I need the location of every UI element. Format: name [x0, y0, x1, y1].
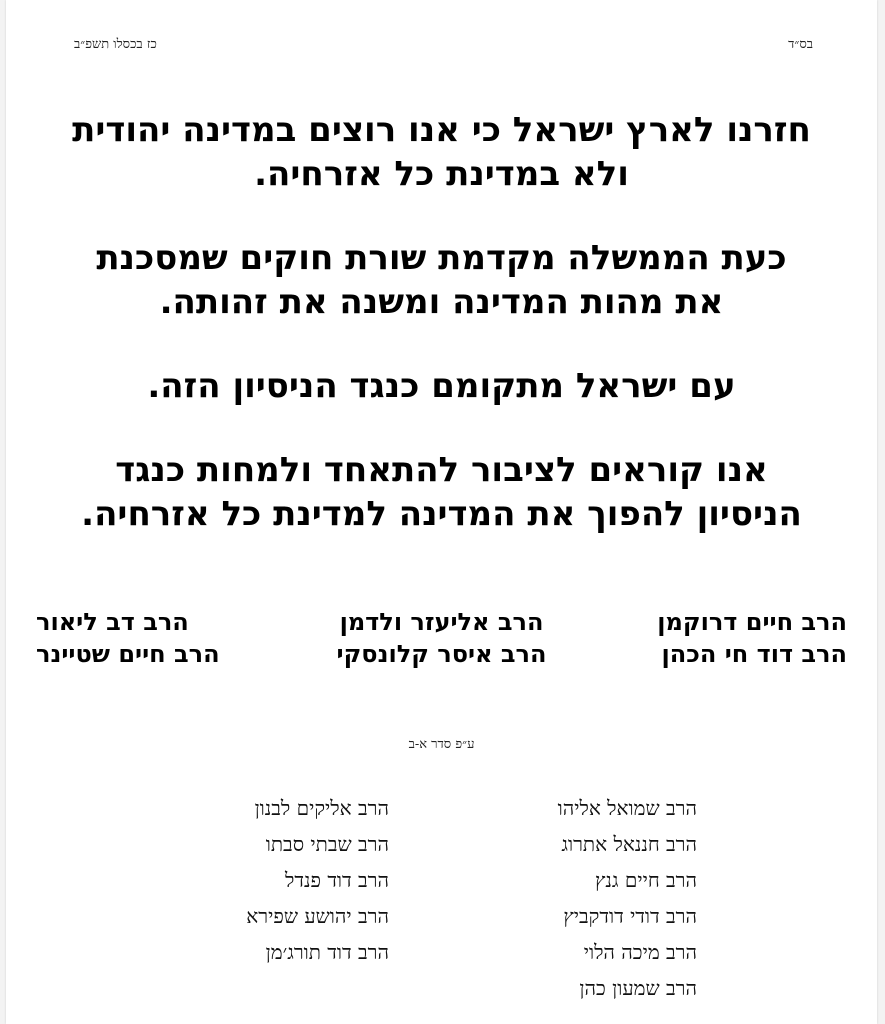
signatory-name: הרב חיים גנץ [594, 868, 697, 892]
paragraph-line: עם ישראל מתקומם כנגד הניסיון הזה. [147, 366, 736, 406]
paragraph-2 [36, 236, 847, 324]
paragraph-4 [36, 448, 847, 536]
signatory-name: הרב דוד תורג׳מן [265, 940, 389, 964]
paragraph-line: את מהות המדינה ומשנה את זהותה. [159, 282, 724, 322]
paragraph-3 [36, 364, 847, 408]
alphabetical-order-note: ע״פ סדר א-ב [408, 737, 475, 752]
rabbi-name: הרב חיים דרוקמן [657, 608, 847, 636]
rabbi-name: הרב איסר קלונסקי [336, 640, 547, 668]
leading-rabbis-column-3 [36, 606, 306, 670]
letter-page [6, 0, 877, 1024]
signatory-name: הרב מיכה הלוי [583, 940, 697, 964]
paragraph-1 [36, 108, 847, 196]
signatory-name: הרב שבתי סבתו [265, 832, 389, 856]
paragraph-line: כעת הממשלה מקדמת שורת חוקים שמסכנת [96, 238, 787, 278]
signatories-column-left [246, 790, 389, 970]
paragraph-line: אנו קוראים לציבור להתאחד ולמחות כנגד [115, 450, 768, 490]
signatory-name: הרב יהושע שפירא [246, 904, 389, 928]
leading-rabbis-column-2 [306, 606, 576, 670]
paragraph-line: הניסיון להפוך את המדינה למדינת כל אזרחיה. [81, 494, 802, 534]
signatory-name: הרב דודי דודקביץ [563, 904, 697, 928]
leading-rabbis [36, 606, 847, 670]
main-statement [36, 108, 847, 576]
rabbi-name: הרב חיים שטיינר [36, 640, 220, 668]
paragraph-line: ולא במדינת כל אזרחיה. [254, 154, 629, 194]
rabbi-name: הרב אליעזר ולדמן [339, 608, 544, 636]
signatory-name: הרב שמואל אליהו [557, 796, 697, 820]
rabbi-name: הרב דב ליאור [36, 608, 189, 636]
signatory-name: הרב אליקים לבנון [254, 796, 389, 820]
hebrew-date: כז בכסלו תשפ״ב [74, 37, 157, 52]
rabbi-name: הרב דוד חי הכהן [661, 640, 847, 668]
bsd-heading: בס״ד [788, 37, 813, 52]
signatory-name: הרב חננאל אתרוג [561, 832, 697, 856]
signatories-column-right [558, 790, 697, 1006]
signatory-name: הרב דוד פנדל [285, 868, 389, 892]
signatory-name: הרב שמעון כהן [579, 976, 697, 1000]
paragraph-line: חזרנו לארץ ישראל כי אנו רוצים במדינה יהודית [72, 110, 811, 150]
leading-rabbis-column-1 [577, 606, 847, 670]
